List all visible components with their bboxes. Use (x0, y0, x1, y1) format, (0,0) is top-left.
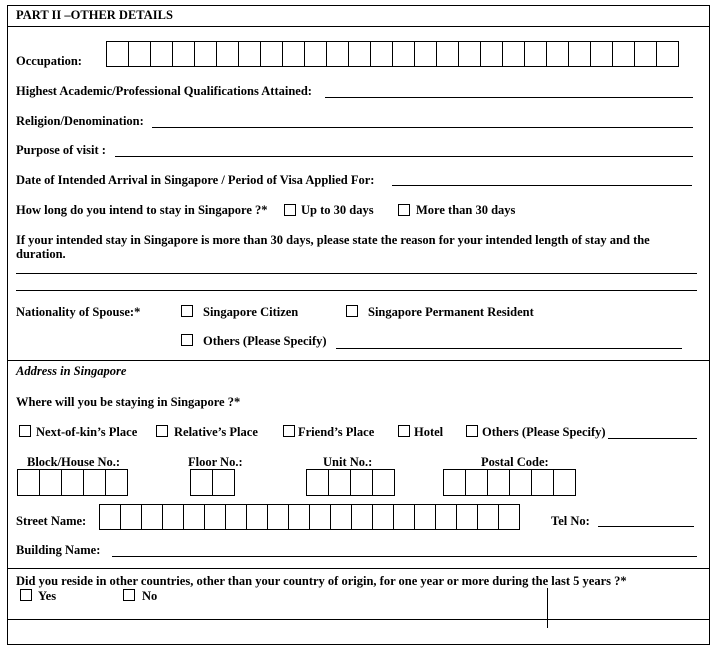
char-box[interactable] (414, 504, 436, 530)
char-box[interactable] (238, 41, 261, 67)
char-box[interactable] (183, 504, 205, 530)
staying-others-checkbox[interactable] (466, 425, 478, 437)
char-box[interactable] (568, 41, 591, 67)
staying-next-of-kin-checkbox[interactable] (19, 425, 31, 437)
char-box[interactable] (498, 504, 520, 530)
reside-divider (7, 568, 710, 569)
floor-boxes[interactable] (190, 469, 234, 496)
char-box[interactable] (150, 41, 173, 67)
char-box[interactable] (531, 469, 554, 496)
reside-no-checkbox[interactable] (123, 589, 135, 601)
char-box[interactable] (370, 41, 393, 67)
char-box[interactable] (216, 41, 239, 67)
char-box[interactable] (105, 469, 128, 496)
qualifications-label: Highest Academic/Professional Qualifications Attained: (16, 84, 312, 98)
char-box[interactable] (204, 504, 226, 530)
occupation-boxes[interactable] (106, 41, 678, 67)
char-box[interactable] (590, 41, 613, 67)
char-box[interactable] (141, 504, 163, 530)
reside-column-divider (547, 588, 548, 628)
staying-friend-label: Friend’s Place (298, 425, 375, 439)
char-box[interactable] (309, 504, 331, 530)
char-box[interactable] (260, 41, 283, 67)
char-box[interactable] (306, 469, 329, 496)
char-box[interactable] (348, 41, 371, 67)
char-box[interactable] (128, 41, 151, 67)
char-box[interactable] (509, 469, 532, 496)
purpose-label: Purpose of visit : (16, 143, 106, 157)
postal-label: Postal Code: (481, 455, 549, 469)
unit-boxes[interactable] (306, 469, 394, 496)
staying-relative-label: Relative’s Place (174, 425, 258, 439)
char-box[interactable] (458, 41, 481, 67)
staying-next-of-kin-label: Next-of-kin’s Place (36, 425, 138, 439)
arrival-label: Date of Intended Arrival in Singapore / Period of Visa Applied For: (16, 173, 375, 187)
staying-friend-checkbox[interactable] (283, 425, 295, 437)
purpose-field[interactable] (115, 156, 693, 157)
spouse-pr-label: Singapore Permanent Resident (368, 305, 534, 319)
char-box[interactable] (61, 469, 84, 496)
arrival-field[interactable] (392, 185, 692, 186)
reason-text-line1: If your intended stay in Singapore is more than 30 days, please state the reason for your intended length of stay and the (16, 233, 650, 247)
char-box[interactable] (456, 504, 478, 530)
floor-label: Floor No.: (188, 455, 243, 469)
char-box[interactable] (83, 469, 106, 496)
tel-field[interactable] (598, 526, 694, 527)
char-box[interactable] (212, 469, 235, 496)
char-box[interactable] (414, 41, 437, 67)
unit-label: Unit No.: (323, 455, 373, 469)
char-box[interactable] (288, 504, 310, 530)
street-boxes[interactable] (99, 504, 519, 530)
char-box[interactable] (190, 469, 213, 496)
char-box[interactable] (372, 504, 394, 530)
address-heading: Address in Singapore (16, 364, 127, 378)
char-box[interactable] (194, 41, 217, 67)
char-box[interactable] (553, 469, 576, 496)
stay-more-than-30-checkbox[interactable] (398, 204, 410, 216)
stay-up-to-30-label: Up to 30 days (301, 203, 374, 217)
char-box[interactable] (443, 469, 466, 496)
char-box[interactable] (246, 504, 268, 530)
stay-up-to-30-checkbox[interactable] (284, 204, 296, 216)
tel-label: Tel No: (551, 514, 590, 528)
char-box[interactable] (393, 504, 415, 530)
form-frame (7, 5, 710, 645)
staying-hotel-label: Hotel (414, 425, 444, 439)
spouse-pr-checkbox[interactable] (346, 305, 358, 317)
char-box[interactable] (634, 41, 657, 67)
stay-question: How long do you intend to stay in Singapore ?* (16, 203, 268, 217)
char-box[interactable] (162, 504, 184, 530)
block-boxes[interactable] (17, 469, 127, 496)
reside-yes-checkbox[interactable] (20, 589, 32, 601)
spouse-others-field[interactable] (336, 348, 682, 349)
address-divider (7, 360, 710, 361)
char-box[interactable] (656, 41, 679, 67)
reason-field-line2[interactable] (16, 290, 697, 291)
char-box[interactable] (524, 41, 547, 67)
char-box[interactable] (546, 41, 569, 67)
reside-question: Did you reside in other countries, other than your country of origin, for one year or more during the last 5 years ?* (16, 574, 627, 588)
char-box[interactable] (39, 469, 62, 496)
block-label: Block/House No.: (27, 455, 121, 469)
staying-question: Where will you be staying in Singapore ?* (16, 395, 241, 409)
staying-relative-checkbox[interactable] (156, 425, 168, 437)
staying-others-field[interactable] (608, 438, 697, 439)
char-box[interactable] (465, 469, 488, 496)
header-divider (7, 26, 710, 27)
reason-text-line2: duration. (16, 247, 66, 261)
staying-hotel-checkbox[interactable] (398, 425, 410, 437)
religion-field[interactable] (152, 127, 693, 128)
char-box[interactable] (330, 504, 352, 530)
char-box[interactable] (372, 469, 395, 496)
char-box[interactable] (436, 41, 459, 67)
spouse-label: Nationality of Spouse:* (16, 305, 141, 319)
char-box[interactable] (304, 41, 327, 67)
char-box[interactable] (267, 504, 289, 530)
spouse-others-label: Others (Please Specify) (203, 334, 327, 348)
char-box[interactable] (282, 41, 305, 67)
postal-boxes[interactable] (443, 469, 575, 496)
char-box[interactable] (392, 41, 415, 67)
char-box[interactable] (120, 504, 142, 530)
char-box[interactable] (435, 504, 457, 530)
char-box[interactable] (477, 504, 499, 530)
reside-yes-label: Yes (38, 589, 57, 603)
religion-label: Religion/Denomination: (16, 114, 144, 128)
street-label: Street Name: (16, 514, 87, 528)
char-box[interactable] (99, 504, 121, 530)
char-box[interactable] (502, 41, 525, 67)
char-box[interactable] (326, 41, 349, 67)
spouse-citizen-label: Singapore Citizen (203, 305, 299, 319)
occupation-label: Occupation: (16, 54, 82, 68)
stay-more-than-30-label: More than 30 days (416, 203, 516, 217)
spouse-citizen-checkbox[interactable] (181, 305, 193, 317)
char-box[interactable] (350, 469, 373, 496)
staying-others-label: Others (Please Specify) (482, 425, 606, 439)
char-box[interactable] (17, 469, 40, 496)
reside-no-label: No (142, 589, 158, 603)
char-box[interactable] (328, 469, 351, 496)
char-box[interactable] (225, 504, 247, 530)
bottom-divider (7, 619, 710, 620)
char-box[interactable] (480, 41, 503, 67)
building-field[interactable] (112, 556, 697, 557)
section-title: PART II –OTHER DETAILS (16, 8, 173, 22)
char-box[interactable] (351, 504, 373, 530)
char-box[interactable] (487, 469, 510, 496)
char-box[interactable] (612, 41, 635, 67)
reason-field-line1[interactable] (16, 273, 697, 274)
char-box[interactable] (106, 41, 129, 67)
char-box[interactable] (172, 41, 195, 67)
spouse-others-checkbox[interactable] (181, 334, 193, 346)
qualifications-field[interactable] (325, 97, 693, 98)
building-label: Building Name: (16, 543, 101, 557)
